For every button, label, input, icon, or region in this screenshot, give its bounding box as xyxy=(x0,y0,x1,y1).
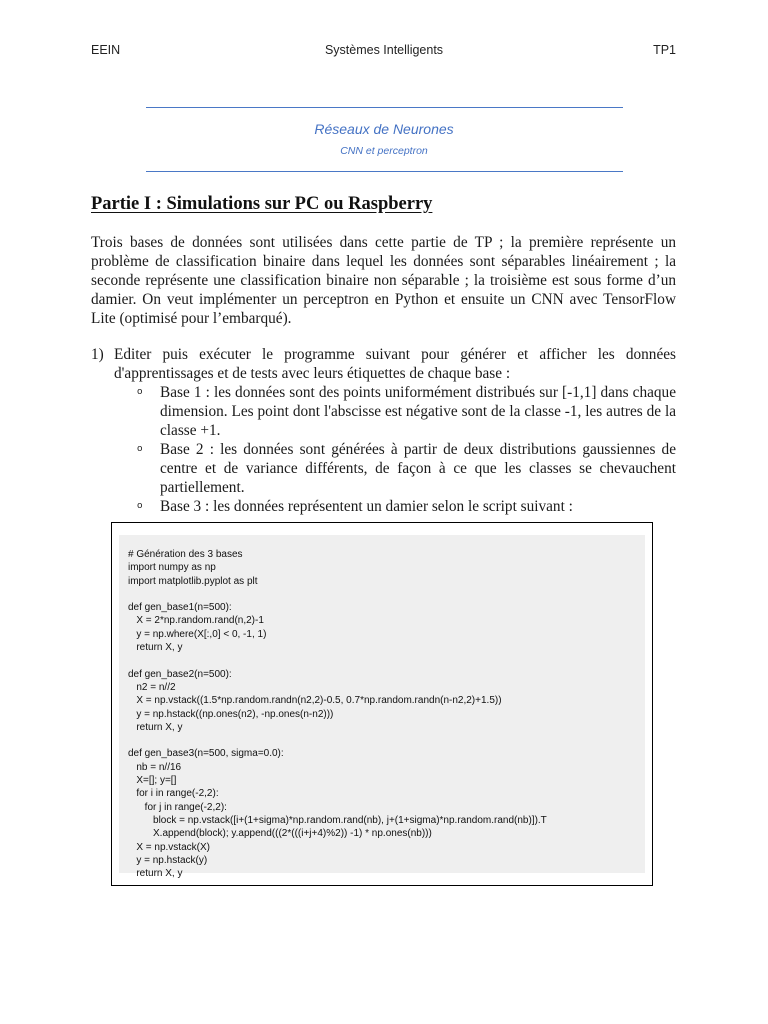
bullet-circle-icon: o xyxy=(137,501,143,511)
question-1 xyxy=(91,345,676,516)
list-item xyxy=(137,440,676,497)
code-listing-background xyxy=(119,535,645,880)
title-bottom-rule xyxy=(146,171,623,172)
bullet-text-base-3: Base 3 : les données représentent un damier selon le script suivant : xyxy=(160,498,573,515)
code-listing-frame xyxy=(111,522,653,886)
question-1-number: 1) xyxy=(91,346,104,363)
list-item xyxy=(137,383,676,440)
bullet-text-base-2: Base 2 : les données sont générées à partir de deux distributions gaussiennes de centre et de variance différents, de façon à ce que les classes se chevauchent partiellement. xyxy=(160,441,676,496)
header-left-label: EEIN xyxy=(91,43,121,57)
bullet-text-base-1: Base 1 : les données sont des points uniformément distribués sur [-1,1] dans chaque dimension. Les point dont l'abscisse est négative sont de la classe -1, les autres de la classe +1. xyxy=(160,384,676,439)
intro-paragraph: Trois bases de données sont utilisées dans cette partie de TP ; la première représente un problème de classification binaire dans lequel les données sont séparables linéairement ; la seconde représente une classification binaire non séparable ; la troisième est sous forme d’un damier. On veut implémenter un perceptron en Python et ensuite un CNN avec TensorFlow Lite (optimisé pour l’embarqué). xyxy=(91,234,676,327)
document-title: Réseaux de Neurones xyxy=(314,121,454,137)
header-center-title: Systèmes Intelligents xyxy=(324,43,444,57)
base-description-list xyxy=(137,383,676,516)
code-listing: # Génération des 3 bases import numpy as np import matplotlib.pyplot as plt def gen_base1(n=500): X = 2*np.random.rand(n,2)-1 y = np.where(X[:,0] < 0, -1, 1) return X, y def gen_base2(n=500): n2 = n//2 X = np.vstack((1.5*np.random.randn(n2,2)-0.5, 0.7*np.random.randn(n-n2,2)+1.5)) y = np.hstack((np.ones(n2), -np.ones(n-n2))) return X, y def gen_base3(n=500, sigma=0.0): nb = n//16 X=[]; y=[] for i in range(-2,2): for j in range(-2,2): block = np.vstack([i+(1+sigma)*np.random.rand(nb), j+(1+sigma)*np.random.rand(nb)]).T X.append(block); y.append(((2*(((i+j+4)%2)) -1) * np.ones(nb))) X = np.vstack(X) y = np.hstack(y) return X, y xyxy=(128,549,547,880)
bullet-circle-icon: o xyxy=(137,444,143,454)
question-1-text: Editer puis exécuter le programme suivant pour générer et afficher les données d'apprentissages et de tests avec leurs étiquettes de chaque base : xyxy=(114,346,676,382)
list-item xyxy=(137,497,676,516)
section-heading: Partie I : Simulations sur PC ou Raspberry xyxy=(91,194,433,214)
document-subtitle: CNN et perceptron xyxy=(340,145,428,157)
bullet-circle-icon: o xyxy=(137,387,143,397)
title-top-rule xyxy=(146,107,623,108)
header-right-label: TP1 xyxy=(653,43,676,57)
